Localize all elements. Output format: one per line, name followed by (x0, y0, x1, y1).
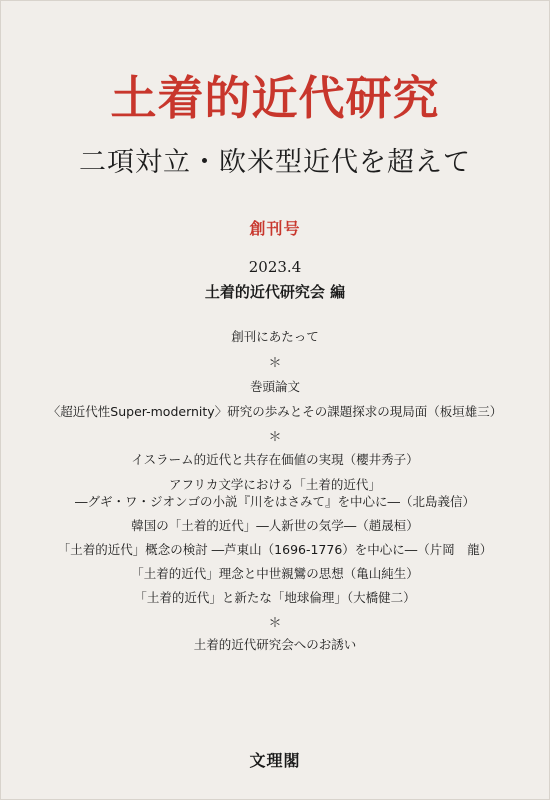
toc-separator: ＊ (268, 616, 282, 631)
toc-article: 「土着的近代」と新たな「地球倫理」（大橋健二） (134, 590, 416, 605)
toc-closing: 土着的近代研究会へのお誘い (193, 637, 357, 652)
toc-article-subtitle: ―グギ・ワ・ジオンゴの小説『川をはさみて』を中心に―（北島義信） (74, 494, 475, 509)
toc-separator: ＊ (268, 356, 282, 371)
toc-article: 「土着的近代」理念と中世親鸞の思想（亀山純生） (131, 566, 419, 581)
toc-article: アフリカ文学における「土着的近代」 (169, 477, 381, 492)
toc-article: 「土着的近代」概念の検討 ―芦東山（1696-1776）を中心に―（片岡 龍） (57, 542, 493, 557)
book-title: 土着的近代研究 (110, 71, 440, 125)
issue-label: 創刊号 (249, 219, 301, 238)
publisher-name: 文理閣 (249, 751, 301, 770)
publication-date: 2023.4 (248, 258, 302, 276)
toc-intro: 創刊にあたって (231, 329, 319, 344)
editor-credit: 土着的近代研究会 編 (204, 283, 346, 301)
toc-article: イスラーム的近代と共存在価値の実現（櫻井秀子） (131, 452, 419, 467)
toc-article: 韓国の「土着的近代」―人新世の気学―（趙晟桓） (131, 518, 419, 533)
toc-lead-article: 〈超近代性Super-modernity〉研究の歩みとその課題探求の現局面（板垣雄三） (47, 404, 503, 419)
toc-separator: ＊ (268, 430, 282, 445)
toc-section-label: 巻頭論文 (249, 379, 300, 394)
book-subtitle: 二項対立・欧米型近代を超えて (79, 147, 471, 178)
